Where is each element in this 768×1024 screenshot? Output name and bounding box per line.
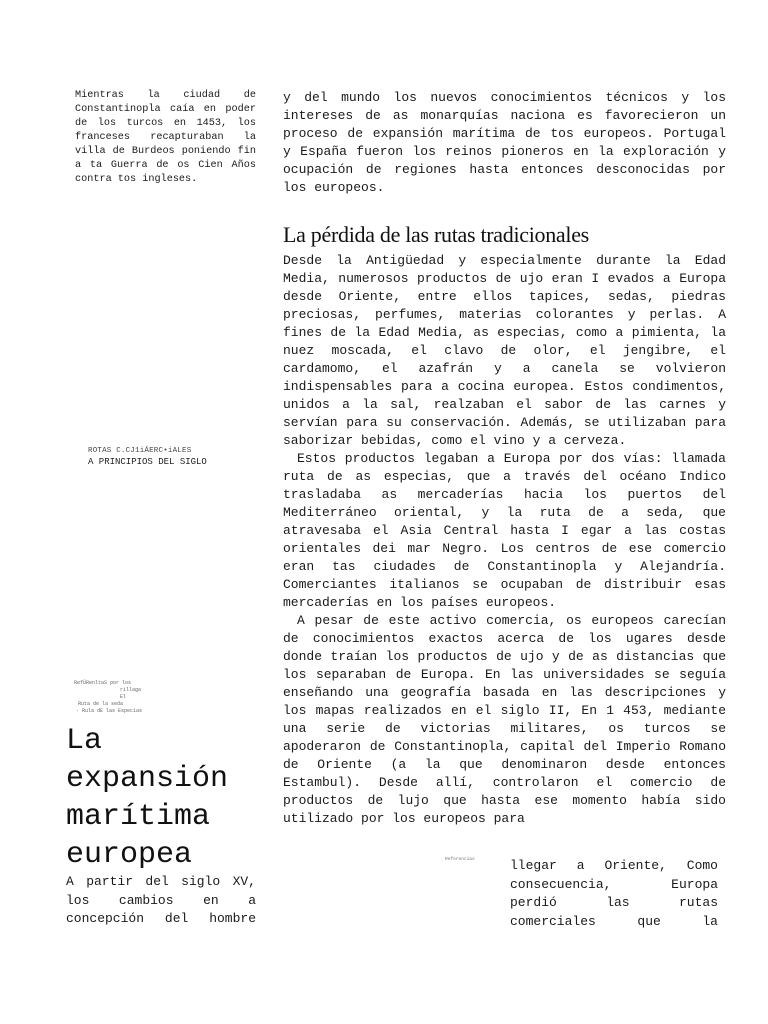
legend-line: RefÜRenltaS por los bbox=[74, 680, 132, 686]
top-paragraph: y del mundo los nuevos conocimientos técnicos y los intereses de as monarquías naciona es favorecieron un proceso de expansión marítima de tos europeos. Portugal y España fueron los reinos pioneros en la exploración y ocupación de regiones hasta entonces desconocidas por los europeos. bbox=[283, 90, 726, 195]
chapter-title: La expansión marítima europea bbox=[66, 724, 229, 872]
body-paragraph: A pesar de este activo comercia, os europeos carecían de conocimientos exactos acerca de los ugares desde donde traían los productos de ujo y de as distancias que los separaban de Europa. En las universidades se seguía enseñando una geografía basada en las descripciones y los mapas realizados en el siglo II, En 1 453, mediante una serie de victorias militares, os turcos se apoderaron de Constantinopla, capital del Imperio Romano de Oriente (a la que denominaron desde entonces Estambul). Desde allí, controlaron el comercio de productos de lujo que hasta ese momento había sido utilizado por los europeos para bbox=[283, 613, 726, 826]
legend-line: - Rula dE las Especias bbox=[76, 708, 143, 714]
map-title-line2: A PRINCIPIOS DEL SIGLO bbox=[88, 457, 207, 467]
section-heading: La pérdida de las rutas tradicionales bbox=[283, 222, 589, 247]
body-paragraph: Desde la Antigüedad y especialmente durante la Edad Media, numerosos productos de ujo eran I evados a Europa desde Oriente, entre ellos tapices, sedas, piedras preciosas, perfumes, materias colorantes y perlas. A fines de la Edad Media, as especias, como a pimienta, la nuez moscada, el clavo de olor, el jengibre, el cardamomo, el azafrán y a canela se volvieron indispensables para a cocina europea. Estos condimentos, unidos a la sal, realzaban el sabor de las carnes y servían para su conservación. Además, se utilizaban para saborizar bebidas, como el vino y a cerveza. bbox=[283, 253, 726, 448]
continuation-text: llegar a Oriente, Como consecuencia, Europa perdió las rutas comerciales que la bbox=[510, 858, 718, 929]
sidebar-caption: Mientras la ciudad de Constantinopla caía en poder de los turcos en 1453, los franceses recapturaban la villa de Burdeos poniendo fin a ta Guerra de os Cien Años contra tos ingleses. bbox=[75, 90, 256, 185]
map-title-line1: ROTAS C.CJ1iÁERC•iALES bbox=[88, 447, 192, 455]
left-intro-text: A partir del siglo XV, los cambios en a concepción del hombre bbox=[66, 874, 256, 926]
map-legend bbox=[74, 680, 154, 715]
small-label: Referencias bbox=[445, 857, 475, 862]
body-paragraph: Estos productos legaban a Europa por dos vías: llamada ruta de as especias, que a través del océano Indico trasladaba as mercaderías hacia los puertos del Mediterráneo oriental, y la ruta de a seda, que atravesaba el Asia Central hasta I egar a las costas orientales dei mar Negro. Los centros de ese comercio eran tas ciudades de Constantinopla y Alejandría. Comerciantes italianos se ocupaban de distribuir esas mercaderías en los países europeos. bbox=[283, 451, 726, 610]
legend-line: El bbox=[120, 694, 127, 700]
legend-line: Ruta de la seda bbox=[78, 701, 124, 707]
legend-line: rillaga bbox=[120, 687, 142, 693]
main-column bbox=[283, 252, 726, 828]
